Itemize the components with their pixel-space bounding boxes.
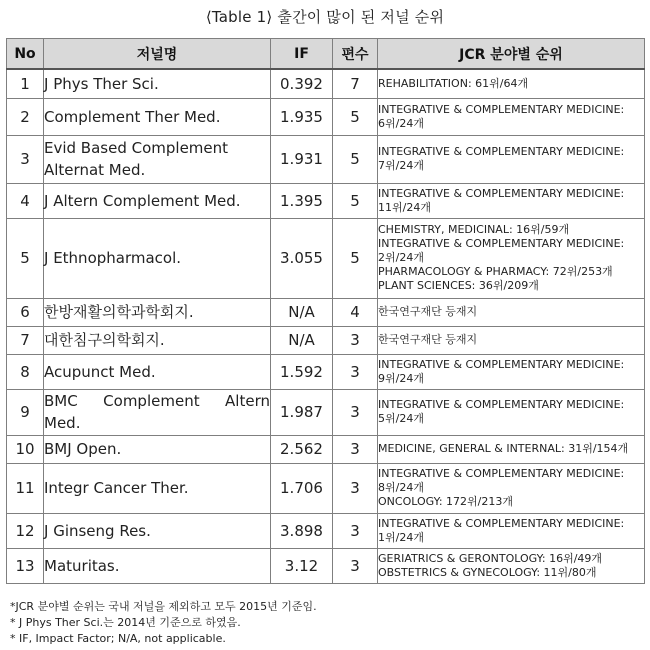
- row-no: 13: [7, 548, 44, 583]
- jcr-ranking: INTEGRATIVE & COMPLEMENTARY MEDICINE: 1위/24개: [378, 513, 645, 548]
- journal-name: Maturitas.: [44, 548, 271, 583]
- journal-name: Integr Cancer Ther.: [44, 463, 271, 513]
- footnote: * IF, Impact Factor; N/A, not applicable.: [10, 632, 226, 645]
- journal-name: Complement Ther Med.: [44, 98, 271, 135]
- paper-count: 7: [333, 69, 378, 98]
- table-row: [7, 218, 645, 298]
- impact-factor: 1.935: [271, 98, 333, 135]
- journal-name: 한방재활의학과학회지.: [44, 298, 271, 326]
- header-row: [7, 39, 645, 70]
- jcr-ranking: 한국연구재단 등재지: [378, 298, 645, 326]
- jcr-ranking: INTEGRATIVE & COMPLEMENTARY MEDICINE: 8위/24개 ONCOLOGY: 172위/213개: [378, 463, 645, 513]
- jcr-ranking: INTEGRATIVE & COMPLEMENTARY MEDICINE: 11위/24개: [378, 183, 645, 218]
- paper-count: 3: [333, 548, 378, 583]
- table-row: [7, 69, 645, 98]
- paper-count: 5: [333, 183, 378, 218]
- journal-name: 대한침구의학회지.: [44, 326, 271, 354]
- journal-name: Evid Based Complement Alternat Med.: [44, 135, 271, 183]
- journal-name: J Ethnopharmacol.: [44, 218, 271, 298]
- journal-name: J Phys Ther Sci.: [44, 69, 271, 98]
- row-no: 5: [7, 218, 44, 298]
- table-row: [7, 389, 645, 435]
- paper-count: 3: [333, 435, 378, 463]
- paper-count: 3: [333, 513, 378, 548]
- table-row: [7, 326, 645, 354]
- impact-factor: N/A: [271, 298, 333, 326]
- table-row: [7, 548, 645, 583]
- table-row: [7, 354, 645, 389]
- table-row: [7, 435, 645, 463]
- table-row: [7, 183, 645, 218]
- paper-count: 5: [333, 135, 378, 183]
- row-no: 1: [7, 69, 44, 98]
- table-row: [7, 135, 645, 183]
- header-if: IF: [271, 39, 333, 70]
- table-body: [7, 69, 645, 583]
- table-row: [7, 463, 645, 513]
- table-row: [7, 98, 645, 135]
- row-no: 3: [7, 135, 44, 183]
- jcr-ranking: GERIATRICS & GERONTOLOGY: 16위/49개 OBSTETRICS & GYNECOLOGY: 11위/80개: [378, 548, 645, 583]
- impact-factor: 3.055: [271, 218, 333, 298]
- journal-name: BMC Complement Altern Med.: [44, 389, 271, 435]
- journal-name: BMJ Open.: [44, 435, 271, 463]
- row-no: 4: [7, 183, 44, 218]
- paper-count: 5: [333, 218, 378, 298]
- row-no: 7: [7, 326, 44, 354]
- footnote: * J Phys Ther Sci.는 2014년 기준으로 하였음.: [10, 616, 241, 629]
- impact-factor: 2.562: [271, 435, 333, 463]
- header-count: 편수: [333, 39, 378, 70]
- header-journal: 저널명: [44, 39, 271, 70]
- row-no: 12: [7, 513, 44, 548]
- impact-factor: 1.987: [271, 389, 333, 435]
- jcr-ranking: INTEGRATIVE & COMPLEMENTARY MEDICINE: 5위/24개: [378, 389, 645, 435]
- header-jcr: JCR 분야별 순위: [378, 39, 645, 70]
- table-caption: ⟨Table 1⟩ 출간이 많이 된 저널 순위: [205, 8, 445, 26]
- jcr-ranking: MEDICINE, GENERAL & INTERNAL: 31위/154개: [378, 435, 645, 463]
- journal-name: J Altern Complement Med.: [44, 183, 271, 218]
- impact-factor: 1.706: [271, 463, 333, 513]
- journal-name: Acupunct Med.: [44, 354, 271, 389]
- impact-factor: 3.12: [271, 548, 333, 583]
- row-no: 11: [7, 463, 44, 513]
- paper-count: 3: [333, 326, 378, 354]
- journal-name: J Ginseng Res.: [44, 513, 271, 548]
- paper-count: 3: [333, 463, 378, 513]
- jcr-ranking: CHEMISTRY, MEDICINAL: 16위/59개 INTEGRATIVE & COMPLEMENTARY MEDICINE: 2위/24개 PHARMACOLOGY & PHARMACY: 72위/253개 PLANT SCIENCES: 36위/209개: [378, 218, 645, 298]
- row-no: 10: [7, 435, 44, 463]
- jcr-ranking: REHABILITATION: 61위/64개: [378, 69, 645, 98]
- impact-factor: 1.395: [271, 183, 333, 218]
- jcr-ranking: INTEGRATIVE & COMPLEMENTARY MEDICINE: 7위/24개: [378, 135, 645, 183]
- paper-count: 5: [333, 98, 378, 135]
- table-row: [7, 298, 645, 326]
- impact-factor: 3.898: [271, 513, 333, 548]
- jcr-ranking: 한국연구재단 등재지: [378, 326, 645, 354]
- footnote: *JCR 분야별 순위는 국내 저널을 제외하고 모두 2015년 기준임.: [10, 600, 317, 613]
- paper-count: 3: [333, 354, 378, 389]
- paper-count: 3: [333, 389, 378, 435]
- table-row: [7, 513, 645, 548]
- impact-factor: 0.392: [271, 69, 333, 98]
- row-no: 9: [7, 389, 44, 435]
- paper-count: 4: [333, 298, 378, 326]
- impact-factor: 1.931: [271, 135, 333, 183]
- table-footnotes: [10, 599, 317, 647]
- journal-ranking-table: [6, 38, 645, 584]
- impact-factor: 1.592: [271, 354, 333, 389]
- jcr-ranking: INTEGRATIVE & COMPLEMENTARY MEDICINE: 9위/24개: [378, 354, 645, 389]
- impact-factor: N/A: [271, 326, 333, 354]
- row-no: 6: [7, 298, 44, 326]
- row-no: 8: [7, 354, 44, 389]
- row-no: 2: [7, 98, 44, 135]
- jcr-ranking: INTEGRATIVE & COMPLEMENTARY MEDICINE: 6위/24개: [378, 98, 645, 135]
- header-no: No: [7, 39, 44, 70]
